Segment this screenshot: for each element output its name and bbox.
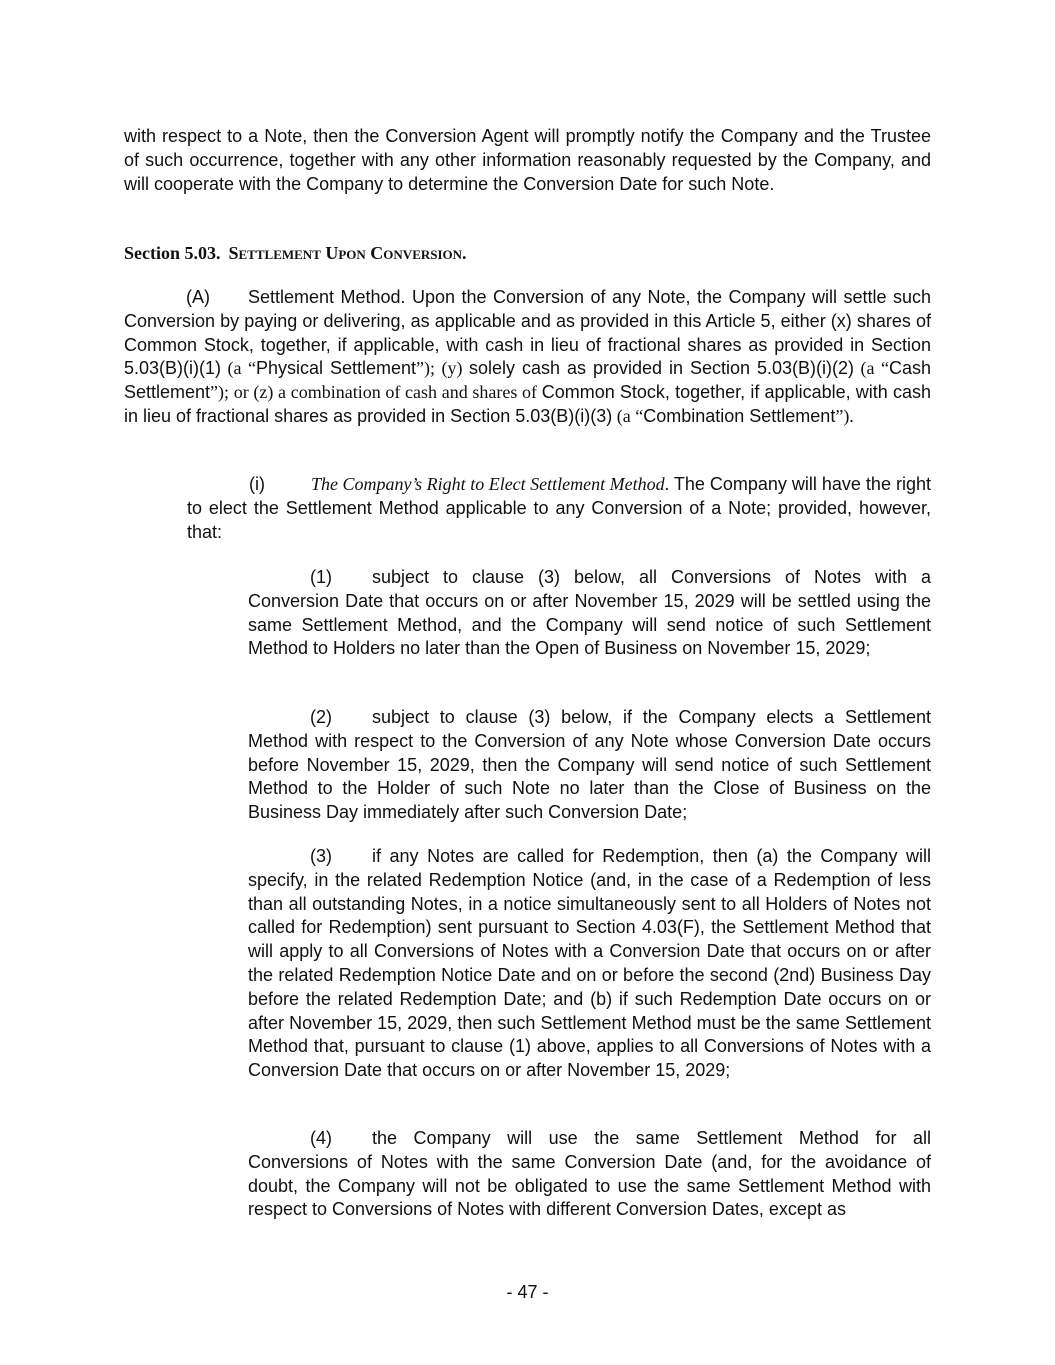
clause-1-text: subject to clause (3) below, all Conversions of Notes with a Conversion Date that occurs on or after November 15, 2029 will be settled using the same Settlement Method, and the Company will send notice of such Settlement Method to Holders no later than the Open of Business on November 15, 2029;: [248, 567, 931, 659]
cash-settlement-term: Cash Settlement: [124, 358, 931, 403]
paragraph-a-text-8: ”); or (z) a combination of cash and shares of: [210, 382, 542, 403]
paragraph-a-enum: (A): [186, 287, 210, 307]
paragraph-a-text-5: solely cash as provided in Section 5.03(B)(i)(2): [468, 358, 855, 379]
section-title: Settlement Upon Conversion.: [228, 243, 467, 263]
paragraph-i-enum: (i): [249, 474, 265, 494]
paragraph-a-text-1: Settlement Method. Upon the Conversion of any Note, the Company will settle such Conversion by paying or delivering, as applicable and as provided in this Article 5, either (x) shares of Common Stock, together, if applicable, with cash in lieu of fractional shares as provided in Section 5.03(B)(i)(1): [124, 287, 931, 379]
clause-2-text: subject to clause (3) below, if the Company elects a Settlement Method with respect to the Conversion of any Note whose Conversion Date occurs before November 15, 2029, then the Company will send notice of such Settlement Method to the Holder of such Note no later than the Close of Business on the Business Day immediately after such Conversion Date;: [248, 707, 931, 823]
clause-2-enum: (2): [310, 707, 332, 727]
clause-3-enum: (3): [310, 846, 332, 866]
clause-1-enum: (1): [310, 567, 332, 587]
paragraph-a-text-12: ”).: [835, 405, 854, 426]
clause-1: [248, 566, 931, 661]
paragraph-a: [124, 286, 931, 429]
paragraph-i-title: The Company’s Right to Elect Settlement Method: [311, 474, 665, 494]
clause-3-text: if any Notes are called for Redemption, then (a) the Company will specify, in the related Redemption Notice (and, in the case of a Redemption of less than all outstanding Notes, in a notice simultaneously sent to all Holders of Notes not called for Redemption) sent pursuant to Section 4.03(F), the Settlement Method that will apply to all Conversions of Notes with a Conversion Date that occurs on or after the related Redemption Notice Date and on or before the second (2nd) Business Day before the related Redemption Date; and (b) if such Redemption Date occurs on or after November 15, 2029, then such Settlement Method must be the same Settlement Method that, pursuant to clause (1) above, applies to all Conversions of Notes with a Conversion Date that occurs on or after November 15, 2029;: [248, 846, 931, 1081]
clause-3: [248, 845, 931, 1083]
clause-2: [248, 706, 931, 825]
intro-text: with respect to a Note, then the Conversion Agent will promptly notify the Company and the Trustee of such occurrence, together with any other information reasonably requested by the Company, and will cooperate with the Company to determine the Conversion Date for such Note.: [124, 126, 931, 194]
paragraph-i-title-period: .: [664, 474, 670, 494]
section-heading: [124, 242, 931, 265]
paragraph-i-text: The Company will have the right to elect the Settlement Method applicable to any Conversion of a Note; provided, however, that:: [187, 474, 931, 542]
intro-paragraph: [124, 125, 931, 196]
section-number: Section 5.03.: [124, 243, 221, 263]
paragraph-a-text-6: (a “: [854, 358, 889, 379]
page-number: - 47 -: [506, 1282, 549, 1302]
physical-settlement-term: Physical Settlement: [255, 358, 417, 379]
paragraph-a-text-10: (a “: [612, 405, 644, 426]
paragraph-i: [187, 473, 931, 544]
clause-4-enum: (4): [310, 1128, 332, 1148]
paragraph-a-text-9: Common Stock, together, if applicable, with cash in lieu of fractional shares as provided in Section 5.03(B)(i)(3): [124, 382, 931, 426]
clause-4-text: the Company will use the same Settlement Method for all Conversions of Notes with the same Conversion Date (and, for the avoidance of doubt, the Company will not be obligated to use the same Settlement Method with respect to Conversions of Notes with different Conversion Dates, except as: [248, 1128, 931, 1220]
combination-settlement-term: Combination Settlement: [643, 405, 836, 426]
clause-4: [248, 1127, 931, 1222]
paragraph-a-text-4: ”); (y): [416, 358, 469, 379]
paragraph-a-text-2: (a “: [221, 358, 256, 379]
